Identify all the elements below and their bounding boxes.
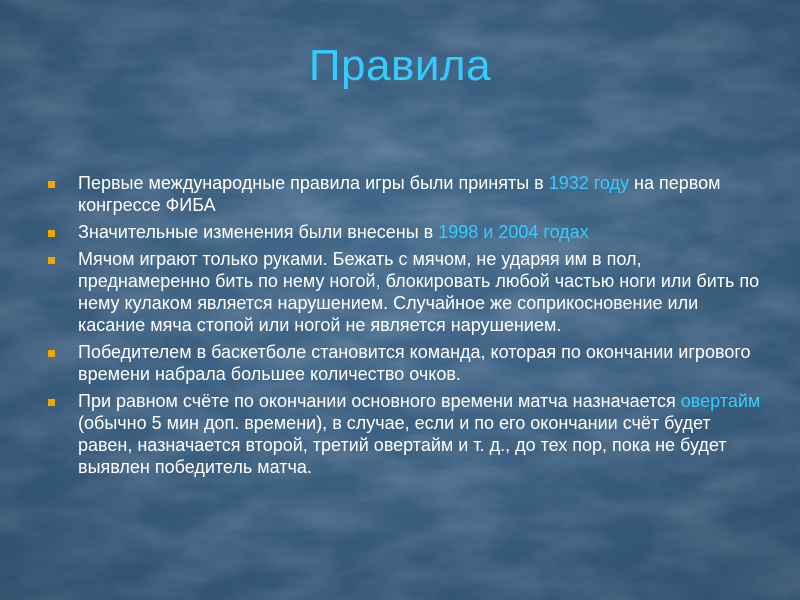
highlighted-text: 1998 и 2004 годах — [438, 222, 589, 242]
bullet-text: При равном счёте по окончании основного времени матча назначается — [78, 391, 681, 411]
bullet-text: Значительные изменения были внесены в — [78, 222, 439, 242]
bullet-list — [48, 172, 768, 483]
bullet-text: Победителем в баскетболе становится команда, которая по окончании игрового времени набрала большее количество очков. — [78, 342, 751, 384]
slide-title: Правила — [308, 41, 492, 90]
highlighted-text: 1932 году — [548, 173, 630, 193]
bullet-text: (обычно 5 мин доп. времени), в случае, если и по его окончании счёт будет равен, назначается второй, третий овертайм и т. д., до тех пор, пока не будет выявлен победитель матча. — [78, 413, 727, 477]
square-bullet-icon — [48, 230, 55, 237]
bullet-item — [48, 390, 768, 478]
bullet-item — [48, 341, 768, 385]
square-bullet-icon — [48, 257, 55, 264]
bullet-text: Первые международные правила игры были приняты в — [78, 173, 549, 193]
square-bullet-icon — [48, 181, 55, 188]
square-bullet-icon — [48, 350, 55, 357]
bullet-text: Мячом играют только руками. Бежать с мячом, не ударяя им в пол, преднамеренно бить по нему ногой, блокировать любой частью ноги или бить по нему кулаком является нарушением. Случайное же соприкосновение или касание мяча стопой или ногой не является нарушением. — [78, 249, 760, 335]
highlighted-text: овертайм — [680, 391, 761, 411]
square-bullet-icon — [48, 399, 55, 406]
bullet-item — [48, 172, 768, 216]
bullet-item — [48, 248, 768, 336]
bullet-item — [48, 221, 768, 243]
bullet-text: на первом конгрессе ФИБА — [78, 173, 721, 215]
